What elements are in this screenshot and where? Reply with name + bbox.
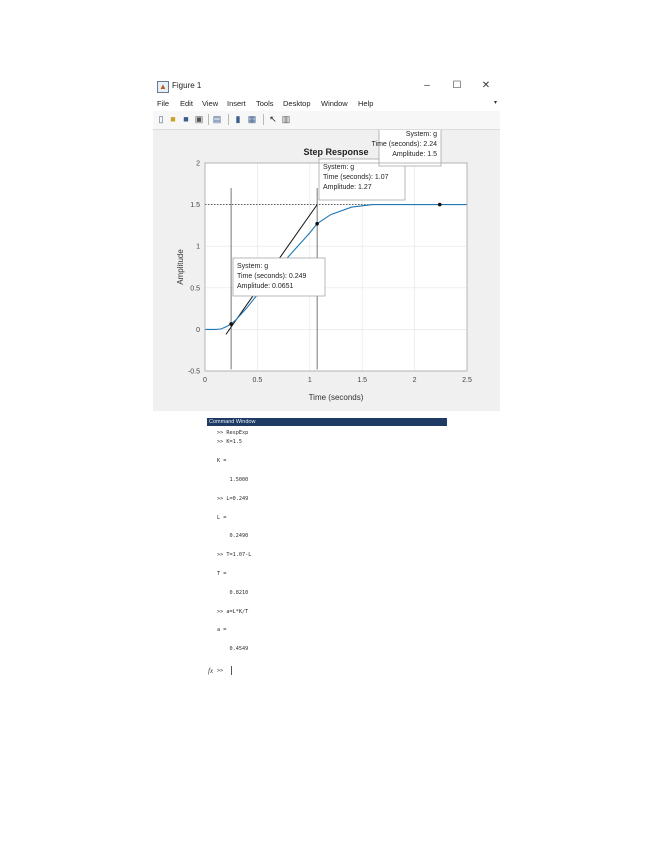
datatip-text: Amplitude: 1.5 (392, 151, 437, 158)
datatip-marker (315, 222, 319, 226)
x-tick-label: 1 (307, 377, 312, 384)
command-line: 0.8210 (217, 589, 249, 596)
x-tick-label: 2 (412, 377, 417, 384)
y-axis-label: Amplitude (176, 249, 185, 285)
x-axis-label: Time (seconds) (308, 393, 364, 402)
save-icon[interactable]: ■ (183, 114, 189, 124)
maximize-button[interactable]: ☐ (452, 80, 462, 91)
menu-window[interactable]: Window (321, 99, 348, 108)
print-icon[interactable]: ▣ (194, 114, 204, 124)
text-cursor[interactable] (231, 666, 232, 675)
y-tick-label: 0 (196, 326, 200, 334)
window-title: Figure 1 (172, 81, 202, 90)
y-tick-label: 2 (196, 160, 200, 168)
command-line: a = (217, 627, 227, 634)
colorbar-icon[interactable]: ▮ (235, 114, 241, 124)
toolbar-separator (228, 114, 229, 125)
x-tick-label: 1.5 (357, 377, 368, 384)
y-tick-label: 1 (196, 243, 200, 251)
menu-desktop[interactable]: Desktop (283, 99, 311, 108)
matlab-figure-icon: ▲ (157, 81, 169, 93)
x-tick-label: 0.5 (252, 377, 263, 384)
command-line: >> T=1.07-L (217, 552, 252, 559)
menu-edit[interactable]: Edit (180, 99, 193, 108)
command-window[interactable] (207, 418, 447, 680)
datatip-text: Amplitude: 1.27 (323, 184, 372, 191)
datatip-marker (438, 203, 442, 207)
y-tick-label: 1.5 (190, 202, 200, 210)
minimize-button[interactable]: – (424, 80, 430, 91)
function-browser-icon[interactable]: fx (208, 667, 214, 675)
datatip-text: Amplitude: 0.0651 (237, 283, 294, 290)
command-window-title: Command Window (209, 419, 256, 425)
title-bar[interactable] (153, 77, 500, 96)
command-line: T = (217, 571, 227, 577)
y-tick-label: -0.5 (187, 368, 200, 376)
menu-insert[interactable]: Insert (227, 99, 246, 108)
y-tick-label: 0.5 (190, 285, 200, 293)
command-line: >> K=1.5 (217, 439, 242, 446)
toolbar-separator (263, 114, 264, 125)
menu-tools[interactable]: Tools (256, 99, 274, 108)
close-button[interactable]: ✕ (481, 80, 491, 91)
legend-icon[interactable]: ▦ (247, 114, 257, 124)
datatip-text: System: g (405, 131, 437, 138)
datatip-text: System: g (323, 164, 355, 171)
command-line: 0.4549 (217, 646, 249, 653)
command-line: 1.5000 (217, 477, 249, 483)
datatip-text: System: g (237, 263, 269, 270)
menu-bar (153, 96, 500, 111)
command-window-header (207, 418, 447, 426)
command-line: K = (217, 458, 227, 465)
command-prompt: >> (217, 668, 224, 674)
toolbar-separator (208, 114, 209, 125)
menu-overflow-icon[interactable]: ▾ (493, 100, 497, 106)
command-line: >> a=L*K/T (217, 608, 249, 615)
plot-area (153, 130, 500, 411)
datatip-text: Time (seconds): 0.249 (237, 273, 307, 280)
figure-window (153, 77, 500, 411)
chart-title: Step Response (303, 147, 369, 157)
datatip-text: Time (seconds): 1.07 (323, 174, 389, 181)
pointer-icon[interactable]: ↖ (269, 114, 277, 124)
new-figure-icon[interactable]: ▯ (158, 114, 164, 124)
figure-toolbar (153, 111, 500, 130)
x-tick-label: 0 (203, 377, 207, 384)
x-ticks (203, 377, 472, 384)
command-line: 0.2490 (217, 533, 249, 540)
menu-help[interactable]: Help (358, 99, 374, 108)
x-tick-label: 2.5 (462, 377, 472, 384)
y-ticks (188, 161, 200, 376)
property-inspector-icon[interactable]: ▥ (281, 114, 291, 124)
datatip-marker (229, 322, 233, 326)
command-line: >> L=0.249 (217, 495, 249, 502)
command-line: L = (217, 514, 227, 521)
menu-view[interactable]: View (202, 99, 219, 108)
open-icon[interactable]: ■ (170, 114, 176, 124)
print-preview-icon[interactable]: ▤ (212, 114, 222, 124)
menu-file[interactable]: File (157, 99, 170, 108)
step-response-chart[interactable] (153, 130, 500, 411)
command-line: >> RespExp (217, 430, 249, 436)
datatip-text: Time (seconds): 2.24 (371, 141, 437, 148)
